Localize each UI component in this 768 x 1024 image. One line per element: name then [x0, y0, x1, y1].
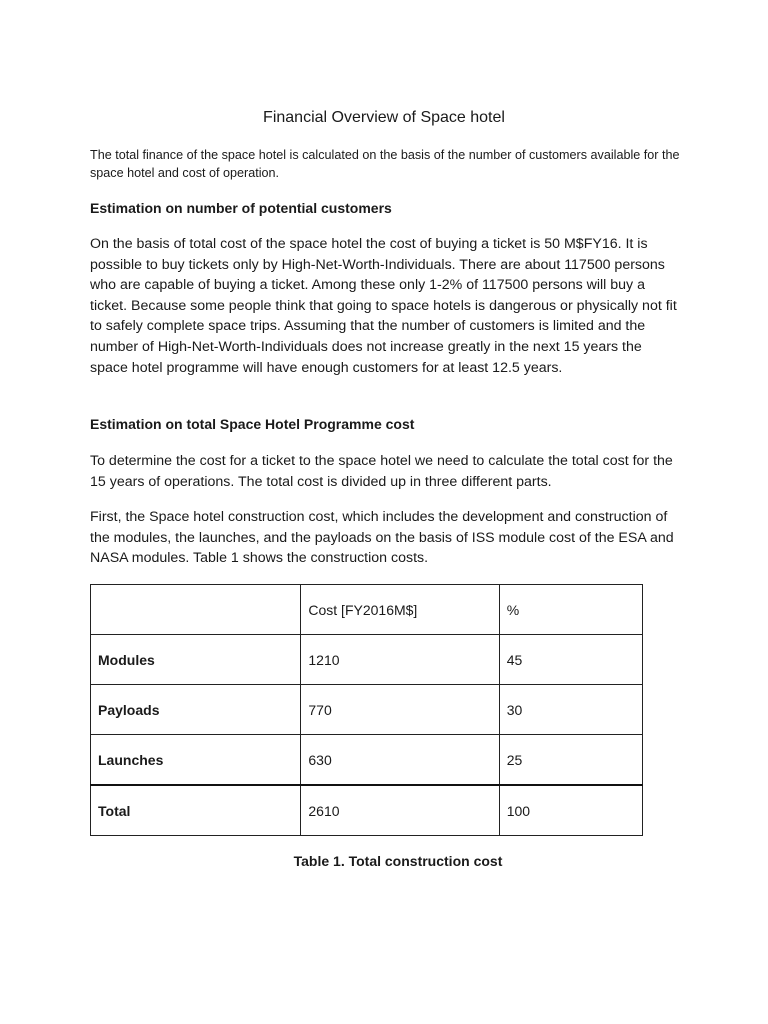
table-total-row [91, 785, 643, 836]
table-row [91, 685, 643, 735]
table-header-row [91, 585, 643, 635]
row-cost: 1210 [301, 635, 499, 685]
intro-paragraph: The total finance of the space hotel is calculated on the basis of the number of customers available for the space hotel and cost of operation. [90, 148, 680, 180]
section-heading-customers: Estimation on number of potential customers [90, 200, 392, 216]
row-percent: 30 [499, 685, 642, 735]
table-header-cell: Cost [FY2016M$] [301, 585, 499, 635]
construction-cost-table [90, 584, 643, 836]
table-caption: Table 1. Total construction cost [293, 853, 503, 869]
table-header-cell: % [499, 585, 642, 635]
document-title: Financial Overview of Space hotel [263, 109, 505, 126]
row-label: Total [91, 785, 301, 836]
table-row [91, 635, 643, 685]
row-percent: 100 [499, 785, 642, 836]
customers-paragraph: On the basis of total cost of the space hotel the cost of buying a ticket is 50 M$FY16. It is possible to buy tickets only by High-Net-Worth-Individuals. There are about 117500 persons who are capable of buying a ticket. Among these only 1-2% of 117500 persons will buy a ticket. Because some people think that going to space hotels is dangerous or physically not fit to safely complete space trips. Assuming that the number of customers is limited and the number of High-Net-Worth-Individuals does not increase greatly in the next 15 years the space hotel programme will have enough customers for at least 12.5 years. [90, 236, 677, 376]
programme-cost-paragraph-2: First, the Space hotel construction cost, which includes the development and construction of the modules, the launches, and the payloads on the basis of ISS module cost of the ESA and NASA modules. Table 1 shows the construction costs. [90, 509, 674, 567]
section-heading-programme-cost: Estimation on total Space Hotel Programme cost [90, 416, 415, 432]
table-row [91, 735, 643, 786]
row-label: Payloads [91, 685, 301, 735]
row-percent: 45 [499, 635, 642, 685]
row-cost: 630 [301, 735, 499, 786]
row-cost: 770 [301, 685, 499, 735]
row-label: Modules [91, 635, 301, 685]
row-label: Launches [91, 735, 301, 786]
row-cost: 2610 [301, 785, 499, 836]
row-percent: 25 [499, 735, 642, 786]
programme-cost-paragraph-1: To determine the cost for a ticket to the space hotel we need to calculate the total cost for the 15 years of operations. The total cost is divided up in three different parts. [90, 453, 673, 490]
table-header-cell [91, 585, 301, 635]
